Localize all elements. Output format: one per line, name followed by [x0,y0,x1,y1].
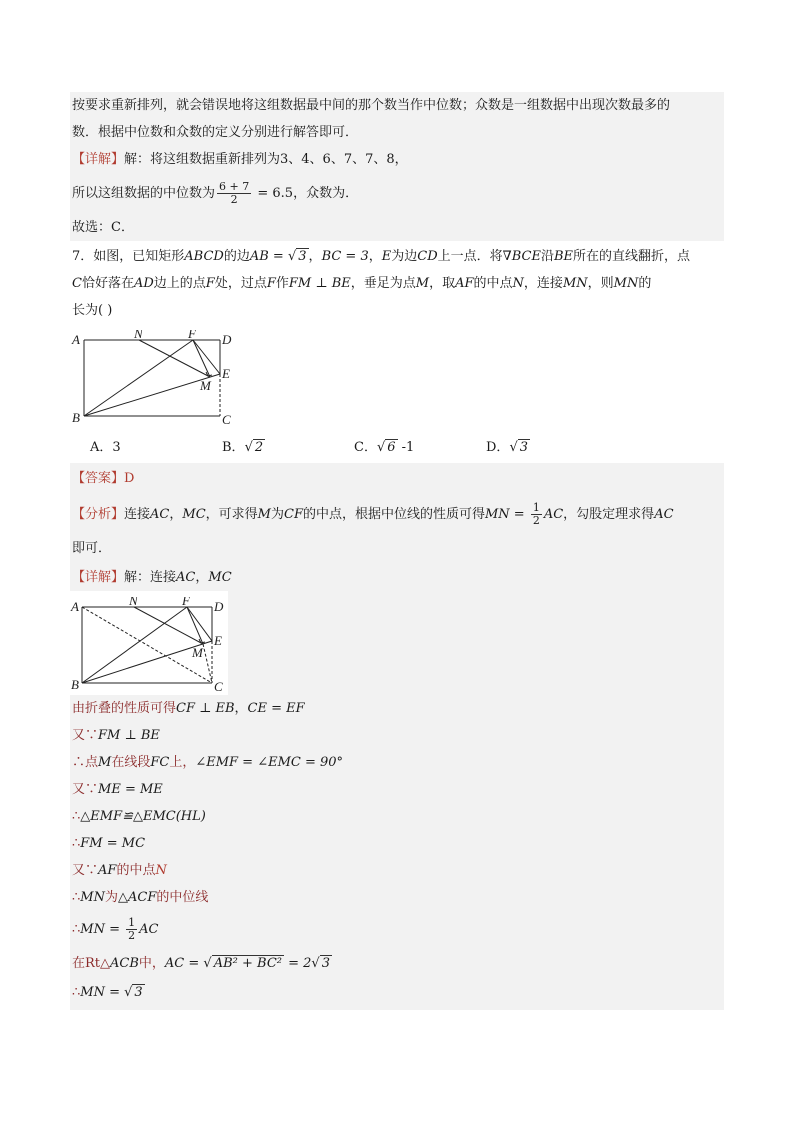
detail-tag: 【详解】 [72,152,125,167]
sol-math: MN = [80,922,125,937]
solution-block [70,463,724,1010]
prev-line-2: 数．根据中位数和众数的定义分别进行解答即可． [72,125,359,140]
sol-text: 在Rt△ [72,956,111,971]
half-den: 2 [532,514,540,527]
step-5 [70,803,724,830]
sol-math: ME = ME [98,782,163,797]
q7-math: AF [455,276,474,291]
median-num: 6 + 7 [219,180,250,193]
sqrt-sign: √ [311,956,320,971]
sol-math: AC = [164,956,204,971]
q7-math: BE [553,249,574,264]
step-4 [70,776,724,803]
sqrt-sign: √ [287,249,297,264]
sol-math: △EMF≌△EMC(HL) [80,809,206,824]
step9-fraction [126,917,137,942]
sol-math: MC [182,507,206,522]
step-10 [70,948,724,979]
q7-text: 沿 [540,249,554,264]
q7-math: E [381,249,392,264]
q7-text: 的边 [223,249,250,264]
figure-1-wrap [70,324,724,428]
label-f: F [188,330,196,341]
step-8 [70,884,724,911]
analysis-tag: 【分析】 [72,507,125,522]
prev-median [70,173,724,214]
label-f: F [182,597,190,608]
label-c: C [222,412,231,426]
sol-text: 由折叠的性质可得 [72,701,177,716]
q7-math: C [72,276,82,291]
q7-sqrt: 3 [298,249,307,264]
question-7 [70,241,724,463]
half-fraction [531,502,542,527]
step9-num: 1 [128,916,136,929]
sol-math: △ACF [117,890,157,905]
option-d-label: D． [486,440,510,455]
q7-text: 的 [638,276,652,291]
q7-math: BC = 3 [321,249,369,264]
analysis-line-1 [70,494,724,535]
q7-options [70,428,724,463]
q7-math: F [266,276,276,291]
option-c-label: C． [354,440,377,455]
step-1 [70,695,724,722]
q7-line-3: 长为( ) [72,303,113,318]
q7-text: ，则 [587,276,614,291]
sol-text: 中， [138,956,165,971]
sol-text: ， [234,701,248,716]
q7-math: ∇BCE [502,249,541,264]
geometry-figure-1 [70,330,250,426]
median-fraction [217,181,251,206]
label-a: A [72,332,80,347]
option-d-rad: 3 [519,440,529,455]
sol-text: 的中点 [116,863,156,878]
sol-text: 又∵ [72,728,99,743]
sol-text: ，勾股定理求得 [563,507,655,522]
sol-math: MN = [80,985,125,1000]
option-a[interactable] [90,436,222,455]
sol-math: FM ⊥ BE [98,728,160,743]
sol-sqrt: 3 [321,956,330,971]
sol-text: ∴ [72,836,81,851]
prev-line-1: 按要求重新排列，就会错误地将这组数据最中间的那个数当作中位数；众数是一组数据中出现次数最多的 [72,98,671,113]
sol-math: CF [284,507,303,522]
page-content [70,92,724,1010]
label-d: D [214,599,224,614]
sol-sqrt: AB² + BC² [213,956,282,971]
sol-math: = 2 [283,956,312,971]
sqrt-sign: √ [244,440,253,455]
q7-text: 上一点．将 [437,249,503,264]
sol-math: MN [80,890,105,905]
q7-math: MN [613,276,639,291]
sol-math: ACB [110,956,139,971]
q7-math: AB = [249,249,288,264]
sol-text: ∴ [72,809,81,824]
median-den: 2 [230,193,238,206]
q7-text: 恰好落在 [81,276,134,291]
q7-text: 所在的直线翻折，点 [573,249,691,264]
sol-math: FM = MC [80,836,146,851]
answer-line [70,463,724,494]
q7-text: ，垂足为点 [350,276,416,291]
step-6 [70,830,724,857]
option-c[interactable] [354,436,486,455]
option-a-label: A．3 [90,440,121,455]
q7-math: AD [133,276,154,291]
sol-sqrt: 3 [134,985,143,1000]
option-b[interactable] [222,436,354,455]
step-3 [70,749,724,776]
sol-text: 解：连接 [124,570,177,585]
sol-text: 连接 [124,507,151,522]
median-pre: 所以这组数据的中位数为 [72,186,216,201]
figure-2-wrap [70,591,228,695]
sol-math: CE = EF [247,701,305,716]
sol-math: AC [543,507,564,522]
sol-text: ∴ [72,922,81,937]
sol-math: N [155,863,167,878]
sqrt-sign: √ [376,440,386,455]
q7-math: F [205,276,215,291]
option-c-tail: -1 [397,440,415,455]
sol-math: ∠EMF = ∠EMC = 90° [195,755,344,770]
sol-math: AF [98,863,117,878]
step-2 [70,722,724,749]
detail-text: 解：将这组数据重新排列为3、4、6、7、7、8， [124,152,408,167]
step-7 [70,857,724,884]
q7-text: ， [308,249,322,264]
label-e: E [214,633,222,648]
sol-text: ∴ [72,985,81,1000]
answer-value: D [124,471,135,486]
sol-text: ∴点 [72,755,99,770]
segment-nm [139,340,210,377]
q7-text: 的中点 [473,276,513,291]
label-b: B [71,677,79,692]
sol-math: MC [208,570,232,585]
label-m: M [200,378,211,393]
prev-solution-block [70,92,724,241]
sol-text: 为 [104,890,118,905]
sol-text: ∴ [72,890,81,905]
sol-math: CF ⊥ EB [176,701,235,716]
sol-text: ， [195,570,209,585]
q7-text: ，取 [429,276,456,291]
sol-text: 的中点，根据中位线的性质可得 [302,507,485,522]
sqrt-sign: √ [203,956,212,971]
option-b-label: B． [222,440,245,455]
option-c-rad: 6 [387,440,396,455]
label-a: A [71,599,79,614]
q7-text: 7．如图，已知矩形 [72,249,185,264]
label-m: M [192,645,203,660]
sol-math: AC [150,507,170,522]
q7-line-2 [70,270,724,297]
label-d: D [222,332,232,347]
sol-text: 上， [169,755,196,770]
sol-math: MN = [484,507,529,522]
label-n: N [134,330,143,341]
step-11 [70,979,724,1010]
sol-text: 又∵ [72,863,99,878]
sol-text: 为 [270,507,284,522]
segment-bf [82,607,187,683]
q7-text: 作 [275,276,289,291]
step9-den: 2 [128,929,136,942]
label-b: B [72,410,80,425]
analysis-line-2: 即可． [72,541,112,556]
sol-text: ，可求得 [205,507,258,522]
detail-line [70,562,724,591]
segment-mc-dashed [203,644,212,683]
median-post: = 6.5，众数为． [253,186,359,201]
q7-text: 边上的点 [153,276,206,291]
sol-math: M [98,755,112,770]
label-n: N [129,597,138,608]
q7-math: FM ⊥ BE [288,276,351,291]
sol-math: AC [654,507,674,522]
option-d[interactable] [486,436,618,455]
sol-math: AC [176,570,196,585]
half-num: 1 [532,501,540,514]
q7-text: 为边 [391,249,418,264]
sol-math: M [257,507,271,522]
label-c: C [214,679,223,693]
q7-text: ， [368,249,382,264]
option-b-rad: 2 [254,440,264,455]
segment-bf [84,340,193,416]
q7-math: M [415,276,430,291]
geometry-figure-2 [70,597,228,693]
answer-tag: 【答案】 [72,471,125,486]
sqrt-sign: √ [124,985,133,1000]
q7-math: MN [562,276,588,291]
detail-tag: 【详解】 [72,570,125,585]
q7-math: CD [417,249,438,264]
sol-text: 的中位线 [156,890,209,905]
prev-detail [70,146,724,173]
q7-math: N [512,276,524,291]
prev-answer: 故选：C． [72,220,134,235]
label-e: E [222,366,230,381]
sol-text: 在线段 [111,755,151,770]
q7-line-1 [70,241,724,270]
sol-math: FC [150,755,170,770]
step-9 [70,911,724,948]
q7-text: 处，过点 [214,276,267,291]
sol-text: ， [169,507,183,522]
sqrt-sign: √ [509,440,518,455]
sol-text: 又∵ [72,782,99,797]
sol-math: AC [139,922,159,937]
q7-math: ABCD [184,249,224,264]
q7-text: ，连接 [523,276,563,291]
